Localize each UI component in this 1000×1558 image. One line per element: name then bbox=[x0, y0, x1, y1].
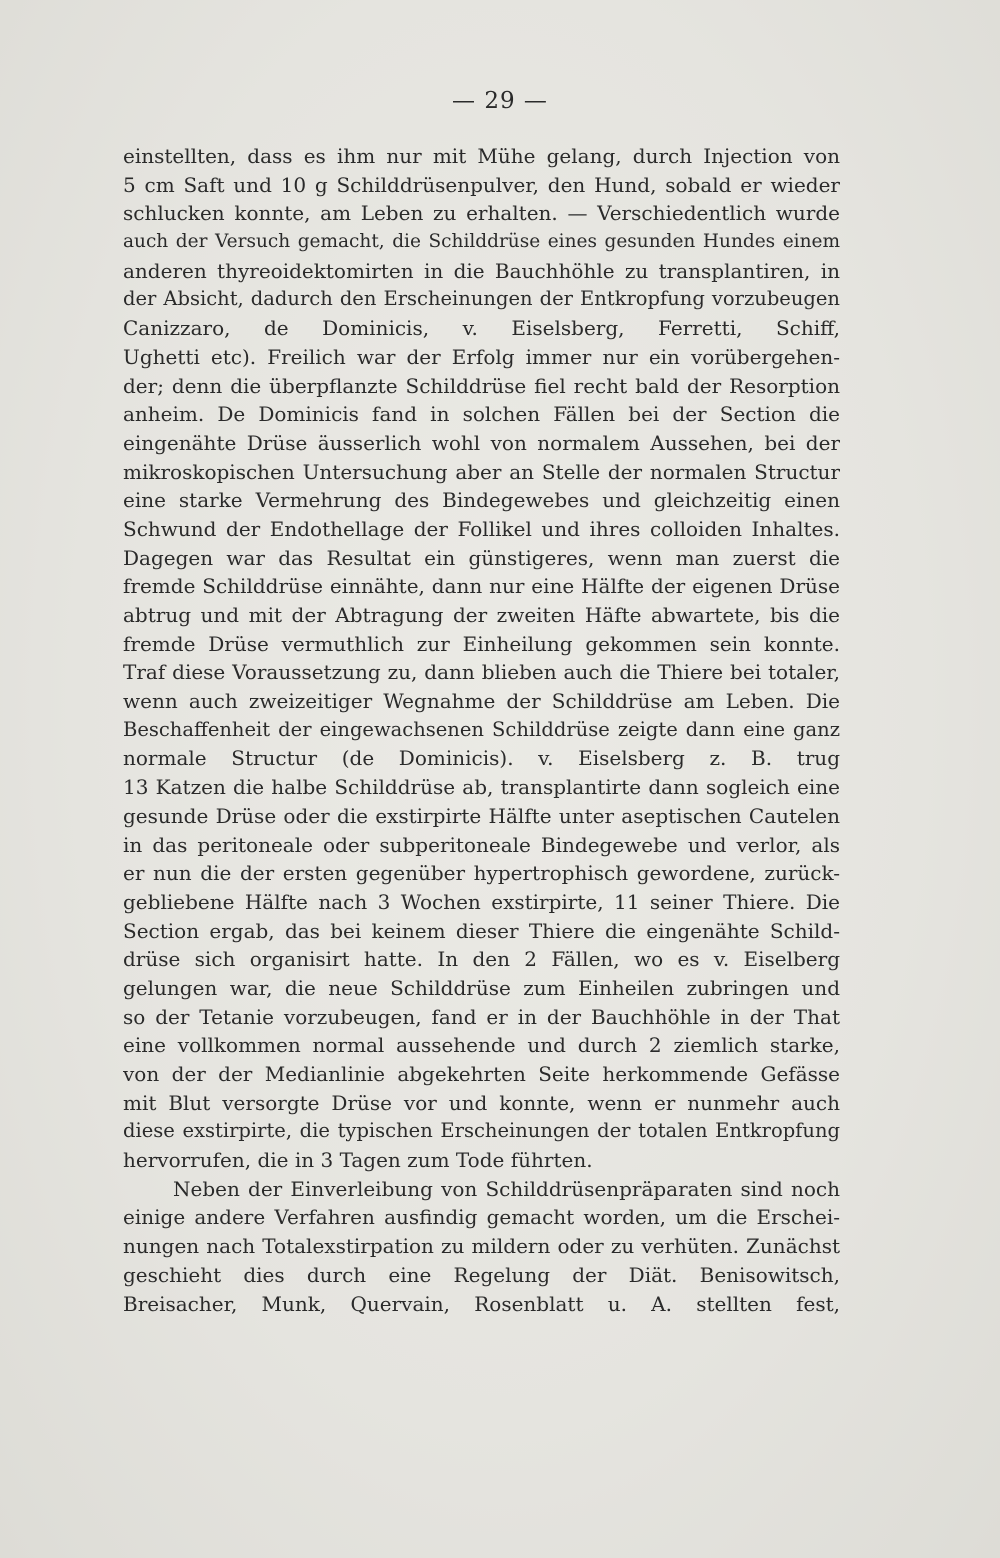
text-line: anderen thyreoidektomirten in die Bauchhöhle zu transplantiren, in bbox=[123, 258, 840, 283]
text-line: hervorrufen, die in 3 Tagen zum Tode führten. bbox=[123, 1148, 593, 1173]
text-line: gebliebene Hälfte nach 3 Wochen exstirpirte, 11 seiner Thiere. Die bbox=[123, 889, 840, 914]
text-line: von der der Medianlinie abgekehrten Seite herkommende Gefässe bbox=[123, 1062, 840, 1086]
text-line: eine starke Vermehrung des Bindegewebes und gleichzeitig einen bbox=[123, 488, 840, 513]
text-line: 13 Katzen die halbe Schilddrüse ab, transplantirte dann sogleich eine bbox=[123, 775, 840, 800]
page-number: — 29 — bbox=[452, 88, 548, 114]
text-line: schlucken konnte, am Leben zu erhalten. — Verschiedentlich wurde bbox=[123, 201, 840, 226]
text-line: Canizzaro, de Dominicis, v. Eiselsberg, Ferretti, Schiff, bbox=[123, 316, 840, 341]
text-line: einige andere Verfahren ausfindig gemacht worden, um die Erschei- bbox=[123, 1205, 840, 1230]
text-line: in das peritoneale oder subperitoneale Bindegewebe und verlor, als bbox=[123, 832, 840, 857]
text-line: wenn auch zweizeitiger Wegnahme der Schilddrüse am Leben. Die bbox=[123, 689, 840, 714]
body-text bbox=[123, 142, 840, 1318]
text-line: 5 cm Saft und 10 g Schilddrüsenpulver, den Hund, sobald er wieder bbox=[123, 172, 840, 197]
text-line: gelungen war, die neue Schilddrüse zum Einheilen zubringen und bbox=[123, 975, 840, 1000]
paragraph-start-line: Neben der Einverleibung von Schilddrüsenpräparaten sind noch bbox=[173, 1176, 840, 1201]
text-line: Beschaffenheit der eingewachsenen Schilddrüse zeigte dann eine ganz bbox=[123, 717, 840, 741]
text-line: drüse sich organisirt hatte. In den 2 Fällen, wo es v. Eiselberg bbox=[123, 947, 840, 972]
text-line: nungen nach Totalexstirpation zu mildern oder zu verhüten. Zunächst bbox=[123, 1234, 840, 1259]
text-line: normale Structur (de Dominicis). v. Eiselsberg z. B. trug bbox=[123, 746, 840, 771]
text-line: einstellten, dass es ihm nur mit Mühe gelang, durch Injection von bbox=[123, 144, 840, 168]
text-line: eine vollkommen normal aussehende und durch 2 ziemlich starke, bbox=[123, 1033, 840, 1058]
text-line: abtrug und mit der Abtragung der zweiten Häfte abwartete, bis die bbox=[123, 603, 840, 627]
text-line: so der Tetanie vorzubeugen, fand er in der Bauchhöhle in der That bbox=[123, 1004, 840, 1029]
text-line: mikroskopischen Untersuchung aber an Stelle der normalen Structur bbox=[123, 459, 840, 484]
text-line: der; denn die überpflanzte Schilddrüse fiel recht bald der Resorption bbox=[123, 373, 840, 398]
text-line: auch der Versuch gemacht, die Schilddrüse eines gesunden Hundes einem bbox=[123, 231, 840, 253]
text-line: Schwund der Endothellage der Follikel und ihres colloiden Inhaltes. bbox=[123, 516, 840, 541]
text-line: anheim. De Dominicis fand in solchen Fällen bei der Section die bbox=[123, 402, 840, 427]
text-line: Dagegen war das Resultat ein günstigeres, wenn man zuerst die bbox=[123, 545, 840, 570]
text-line: Ughetti etc). Freilich war der Erfolg immer nur ein vorübergehen- bbox=[123, 344, 840, 369]
text-line: der Absicht, dadurch den Erscheinungen der Entkropfung vorzubeugen bbox=[123, 287, 840, 311]
text-line: eingenähte Drüse äusserlich wohl von normalem Aussehen, bei der bbox=[123, 430, 840, 455]
text-line: geschieht dies durch eine Regelung der Diät. Benisowitsch, bbox=[123, 1262, 840, 1287]
text-line: Section ergab, das bei keinem dieser Thiere die eingenähte Schild- bbox=[123, 918, 840, 943]
text-line: Breisacher, Munk, Quervain, Rosenblatt u. A. stellten fest, bbox=[123, 1291, 840, 1316]
text-line: fremde Schilddrüse einnähte, dann nur eine Hälfte der eigenen Drüse bbox=[123, 574, 840, 599]
text-line: Traf diese Voraussetzung zu, dann blieben auch die Thiere bei totaler, bbox=[123, 660, 840, 685]
text-line: fremde Drüse vermuthlich zur Einheilung gekommen sein konnte. bbox=[123, 631, 840, 656]
text-line: er nun die der ersten gegenüber hypertrophisch gewordene, zurück- bbox=[123, 861, 840, 886]
text-line: diese exstirpirte, die typischen Erscheinungen der totalen Entkropfung bbox=[123, 1119, 840, 1143]
text-line: gesunde Drüse oder die exstirpirte Hälfte unter aseptischen Cautelen bbox=[123, 803, 840, 828]
text-line: mit Blut versorgte Drüse vor und konnte, wenn er nunmehr auch bbox=[123, 1090, 840, 1115]
